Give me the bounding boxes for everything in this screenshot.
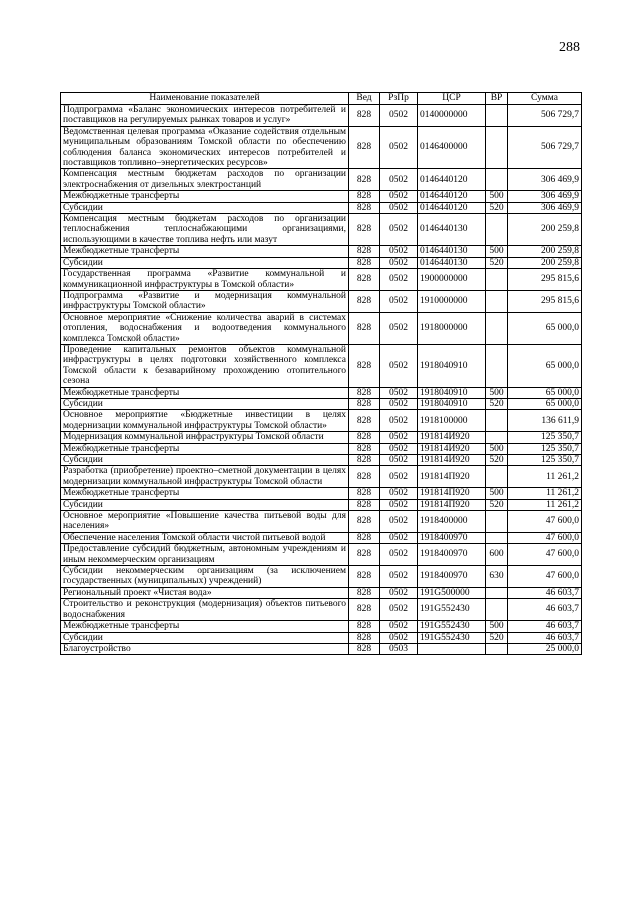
row-ved: 828 — [349, 632, 380, 643]
row-name: Межбюджетные трансферты — [61, 246, 349, 257]
row-csr: 191814И920 — [418, 455, 486, 466]
row-name: Компенсация местным бюджетам расходов по организации электроснабжения от дизельных электростанций — [61, 169, 349, 191]
row-ved: 828 — [349, 599, 380, 621]
table-body — [61, 105, 582, 655]
row-csr: 0146440130 — [418, 257, 486, 268]
row-rzpr: 0502 — [380, 214, 418, 246]
row-sum: 136 611,9 — [508, 410, 582, 432]
row-csr: 191G552430 — [418, 632, 486, 643]
row-vr: 500 — [486, 443, 508, 454]
row-name: Модернизация коммунальной инфраструктуры Томской области — [61, 432, 349, 443]
row-vr — [486, 290, 508, 312]
row-name: Субсидии — [61, 455, 349, 466]
row-csr: 191G500000 — [418, 587, 486, 598]
row-csr: 1918000000 — [418, 312, 486, 344]
row-vr — [486, 599, 508, 621]
row-rzpr: 0502 — [380, 105, 418, 127]
row-rzpr: 0502 — [380, 599, 418, 621]
row-ved: 828 — [349, 387, 380, 398]
row-sum: 46 603,7 — [508, 632, 582, 643]
row-ved: 828 — [349, 191, 380, 202]
row-name: Субсидии — [61, 632, 349, 643]
row-rzpr: 0502 — [380, 488, 418, 499]
row-vr: 520 — [486, 455, 508, 466]
row-name: Разработка (приобретение) проектно–сметной документации в целях модернизации коммунальной инфраструктуры Томской области — [61, 466, 349, 488]
row-csr: 0146440120 — [418, 191, 486, 202]
table-row — [61, 312, 582, 344]
row-ved: 828 — [349, 398, 380, 409]
row-rzpr: 0502 — [380, 566, 418, 588]
row-ved: 828 — [349, 466, 380, 488]
row-sum: 46 603,7 — [508, 621, 582, 632]
row-rzpr: 0502 — [380, 432, 418, 443]
row-name: Межбюджетные трансферты — [61, 387, 349, 398]
table-row — [61, 269, 582, 291]
table-row — [61, 432, 582, 443]
row-csr: 1918400970 — [418, 544, 486, 566]
table-row — [61, 544, 582, 566]
row-sum: 11 261,2 — [508, 499, 582, 510]
row-rzpr: 0502 — [380, 169, 418, 191]
table-row — [61, 532, 582, 543]
row-vr — [486, 169, 508, 191]
row-rzpr: 0502 — [380, 246, 418, 257]
row-csr: 1900000000 — [418, 269, 486, 291]
row-ved: 828 — [349, 499, 380, 510]
row-csr: 191814П920 — [418, 499, 486, 510]
row-vr: 500 — [486, 387, 508, 398]
row-ved: 828 — [349, 169, 380, 191]
row-sum: 47 600,0 — [508, 511, 582, 533]
row-rzpr: 0502 — [380, 202, 418, 213]
row-sum: 306 469,9 — [508, 191, 582, 202]
row-ved: 828 — [349, 257, 380, 268]
row-csr: 0140000000 — [418, 105, 486, 127]
row-sum: 125 350,7 — [508, 455, 582, 466]
row-sum: 506 729,7 — [508, 126, 582, 169]
row-vr: 520 — [486, 632, 508, 643]
row-csr: 0146440120 — [418, 169, 486, 191]
row-ved: 828 — [349, 432, 380, 443]
row-rzpr: 0502 — [380, 443, 418, 454]
row-vr: 520 — [486, 202, 508, 213]
header-sum: Сумма — [508, 93, 582, 105]
row-ved: 828 — [349, 312, 380, 344]
row-sum: 200 259,8 — [508, 214, 582, 246]
row-csr: 1918040910 — [418, 387, 486, 398]
table-row — [61, 643, 582, 654]
table-row — [61, 202, 582, 213]
row-sum: 65 000,0 — [508, 344, 582, 387]
row-ved: 828 — [349, 566, 380, 588]
row-rzpr: 0502 — [380, 410, 418, 432]
row-name: Региональный проект «Чистая вода» — [61, 587, 349, 598]
row-name: Межбюджетные трансферты — [61, 191, 349, 202]
table-row — [61, 214, 582, 246]
row-rzpr: 0502 — [380, 621, 418, 632]
header-csr: ЦСР — [418, 93, 486, 105]
row-name: Компенсация местным бюджетам расходов по организации теплоснабжения теплоснабжающими организациями, использующими в качестве топлива нефть или мазут — [61, 214, 349, 246]
row-csr: 0146440130 — [418, 214, 486, 246]
table-row — [61, 466, 582, 488]
row-vr — [486, 587, 508, 598]
page-number: 288 — [559, 40, 580, 55]
row-sum: 125 350,7 — [508, 432, 582, 443]
row-ved: 828 — [349, 290, 380, 312]
table-row — [61, 599, 582, 621]
row-sum: 295 815,6 — [508, 269, 582, 291]
table-row — [61, 511, 582, 533]
table-row — [61, 290, 582, 312]
row-ved: 828 — [349, 246, 380, 257]
row-rzpr: 0502 — [380, 312, 418, 344]
row-sum: 506 729,7 — [508, 105, 582, 127]
row-csr: 1918100000 — [418, 410, 486, 432]
row-ved: 828 — [349, 455, 380, 466]
row-sum: 65 000,0 — [508, 398, 582, 409]
row-csr: 1910000000 — [418, 290, 486, 312]
row-ved: 828 — [349, 443, 380, 454]
row-rzpr: 0502 — [380, 387, 418, 398]
row-csr: 191814И920 — [418, 432, 486, 443]
table-row — [61, 246, 582, 257]
row-sum: 47 600,0 — [508, 566, 582, 588]
row-ved: 828 — [349, 643, 380, 654]
row-sum: 200 259,8 — [508, 246, 582, 257]
table-row — [61, 443, 582, 454]
row-sum: 200 259,8 — [508, 257, 582, 268]
row-csr: 1918040910 — [418, 344, 486, 387]
row-vr: 500 — [486, 246, 508, 257]
row-ved: 828 — [349, 587, 380, 598]
table-row — [61, 105, 582, 127]
row-rzpr: 0502 — [380, 290, 418, 312]
row-csr: 1918040910 — [418, 398, 486, 409]
row-rzpr: 0502 — [380, 191, 418, 202]
row-sum: 306 469,9 — [508, 169, 582, 191]
row-csr: 191814П920 — [418, 488, 486, 499]
row-vr: 520 — [486, 499, 508, 510]
row-csr: 191814И920 — [418, 443, 486, 454]
row-name: Проведение капитальных ремонтов объектов коммунальной инфраструктуры в целях подготовки хозяйственного комплекса Томской области к безаварийному прохождению отопительного сезона — [61, 344, 349, 387]
row-ved: 828 — [349, 105, 380, 127]
row-vr — [486, 432, 508, 443]
row-ved: 828 — [349, 511, 380, 533]
table-row — [61, 621, 582, 632]
row-sum: 46 603,7 — [508, 599, 582, 621]
row-sum: 125 350,7 — [508, 443, 582, 454]
row-vr — [486, 410, 508, 432]
row-rzpr: 0502 — [380, 632, 418, 643]
row-name: Субсидии некоммерческим организациям (за исключением государственных (муниципальных) учреждений) — [61, 566, 349, 588]
row-ved: 828 — [349, 532, 380, 543]
row-vr — [486, 105, 508, 127]
row-ved: 828 — [349, 488, 380, 499]
row-ved: 828 — [349, 202, 380, 213]
row-name: Межбюджетные трансферты — [61, 488, 349, 499]
row-csr: 0146440120 — [418, 202, 486, 213]
table-row — [61, 488, 582, 499]
row-vr — [486, 466, 508, 488]
row-sum: 11 261,2 — [508, 466, 582, 488]
row-sum: 306 469,9 — [508, 202, 582, 213]
table-row — [61, 410, 582, 432]
row-name: Благоустройство — [61, 643, 349, 654]
table-header-row — [61, 93, 582, 105]
table-row — [61, 587, 582, 598]
row-csr: 191814П920 — [418, 466, 486, 488]
row-rzpr: 0502 — [380, 455, 418, 466]
row-name: Государственная программа «Развитие коммунальной и коммуникационной инфраструктуры в Томской области» — [61, 269, 349, 291]
row-sum: 25 000,0 — [508, 643, 582, 654]
row-name: Субсидии — [61, 202, 349, 213]
row-vr — [486, 532, 508, 543]
row-vr: 500 — [486, 621, 508, 632]
row-name: Субсидии — [61, 398, 349, 409]
row-rzpr: 0502 — [380, 398, 418, 409]
row-rzpr: 0502 — [380, 532, 418, 543]
row-csr: 191G552430 — [418, 599, 486, 621]
table-row — [61, 257, 582, 268]
table-row — [61, 499, 582, 510]
row-vr — [486, 344, 508, 387]
row-name: Подпрограмма «Развитие и модернизация коммунальной инфраструктуры Томской области» — [61, 290, 349, 312]
table-row — [61, 566, 582, 588]
row-csr: 1918400970 — [418, 532, 486, 543]
row-ved: 828 — [349, 214, 380, 246]
row-name: Ведомственная целевая программа «Оказание содействия отдельным муниципальным образованиям Томской области по обеспечению соблюдения баланса экономических интересов потребителей и поставщиков топливно–энергетических ресурсов» — [61, 126, 349, 169]
row-name: Основное мероприятие «Бюджетные инвестиции в целях модернизации коммунальной инфраструктуры Томской области» — [61, 410, 349, 432]
row-sum: 295 815,6 — [508, 290, 582, 312]
table-row — [61, 632, 582, 643]
header-vr: ВР — [486, 93, 508, 105]
row-sum: 65 000,0 — [508, 387, 582, 398]
row-rzpr: 0502 — [380, 499, 418, 510]
row-vr: 630 — [486, 566, 508, 588]
row-csr — [418, 643, 486, 654]
row-vr — [486, 269, 508, 291]
row-rzpr: 0502 — [380, 126, 418, 169]
row-ved: 828 — [349, 621, 380, 632]
row-vr — [486, 214, 508, 246]
row-rzpr: 0502 — [380, 466, 418, 488]
budget-table — [60, 92, 582, 655]
row-name: Строительство и реконструкция (модернизация) объектов питьевого водоснабжения — [61, 599, 349, 621]
table-row — [61, 398, 582, 409]
row-rzpr: 0502 — [380, 587, 418, 598]
row-vr — [486, 643, 508, 654]
table-row — [61, 191, 582, 202]
row-vr: 520 — [486, 257, 508, 268]
row-name: Межбюджетные трансферты — [61, 443, 349, 454]
row-ved: 828 — [349, 126, 380, 169]
row-rzpr: 0502 — [380, 544, 418, 566]
row-vr: 500 — [486, 488, 508, 499]
row-vr — [486, 126, 508, 169]
row-vr: 500 — [486, 191, 508, 202]
table-row — [61, 387, 582, 398]
row-ved: 828 — [349, 410, 380, 432]
row-csr: 0146400000 — [418, 126, 486, 169]
row-name: Субсидии — [61, 499, 349, 510]
row-rzpr: 0503 — [380, 643, 418, 654]
row-name: Подпрограмма «Баланс экономических интересов потребителей и поставщиков на регулируемых рынках товаров и услуг» — [61, 105, 349, 127]
row-vr: 520 — [486, 398, 508, 409]
row-sum: 47 600,0 — [508, 544, 582, 566]
header-ved: Вед — [349, 93, 380, 105]
row-csr: 191G552430 — [418, 621, 486, 632]
header-name: Наименование показателей — [61, 93, 349, 105]
row-vr — [486, 511, 508, 533]
row-name: Субсидии — [61, 257, 349, 268]
table-row — [61, 126, 582, 169]
row-name: Предоставление субсидий бюджетным, автономным учреждениям и иным некоммерческим организациям — [61, 544, 349, 566]
row-ved: 828 — [349, 269, 380, 291]
row-vr — [486, 312, 508, 344]
row-sum: 65 000,0 — [508, 312, 582, 344]
table-row — [61, 455, 582, 466]
row-rzpr: 0502 — [380, 344, 418, 387]
table-row — [61, 344, 582, 387]
row-vr: 600 — [486, 544, 508, 566]
row-name: Обеспечение населения Томской области чистой питьевой водой — [61, 532, 349, 543]
row-csr: 1918400970 — [418, 566, 486, 588]
table-row — [61, 169, 582, 191]
row-sum: 46 603,7 — [508, 587, 582, 598]
row-sum: 11 261,2 — [508, 488, 582, 499]
row-csr: 1918400000 — [418, 511, 486, 533]
row-rzpr: 0502 — [380, 511, 418, 533]
row-rzpr: 0502 — [380, 257, 418, 268]
row-ved: 828 — [349, 544, 380, 566]
row-name: Основное мероприятие «Снижение количества аварий в системах отопления, водоснабжения и водоотведения коммунального комплекса Томской области» — [61, 312, 349, 344]
row-name: Межбюджетные трансферты — [61, 621, 349, 632]
row-sum: 47 600,0 — [508, 532, 582, 543]
row-name: Основное мероприятие «Повышение качества питьевой воды для населения» — [61, 511, 349, 533]
row-ved: 828 — [349, 344, 380, 387]
header-rzpr: РзПр — [380, 93, 418, 105]
row-csr: 0146440130 — [418, 246, 486, 257]
row-rzpr: 0502 — [380, 269, 418, 291]
